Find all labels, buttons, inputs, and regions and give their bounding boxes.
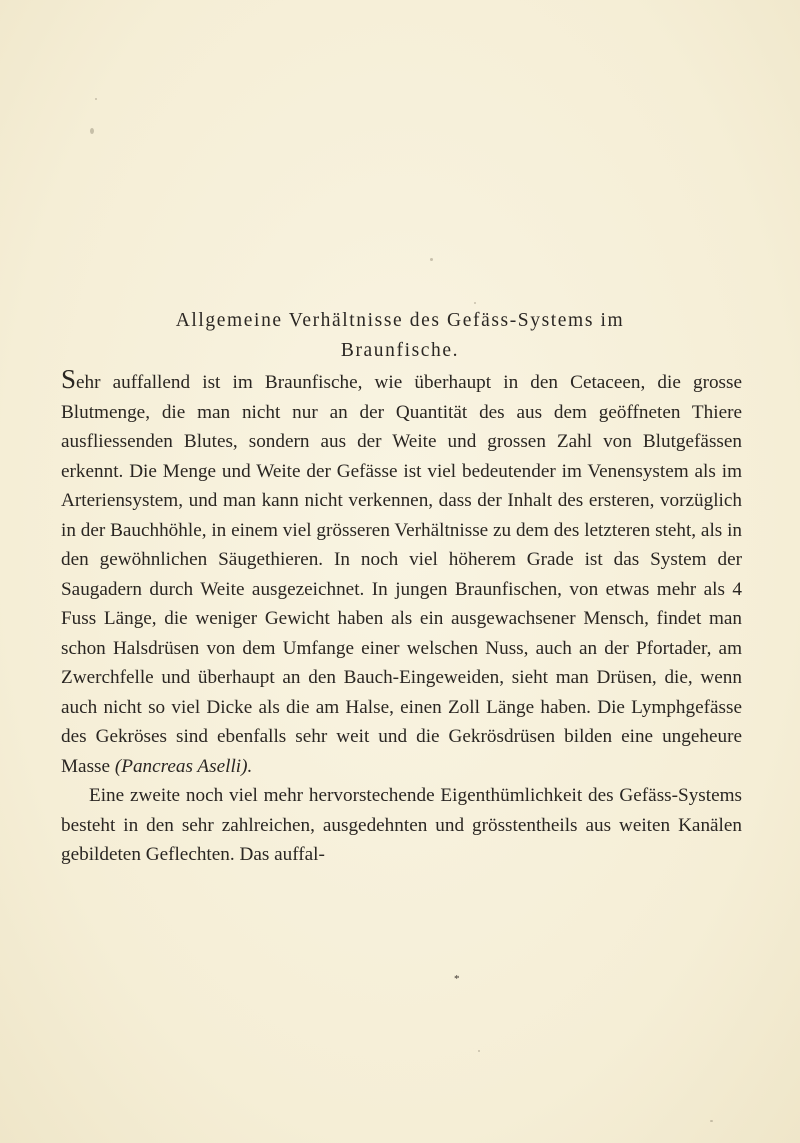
signature-mark: * (454, 973, 460, 985)
heading-line-2: Braunfische. (340, 340, 460, 361)
body-text (61, 366, 742, 870)
paragraph-1-text: ehr auffallend ist im Braunfische, wie überhaupt in den Cetaceen, die grosse Blutmenge, die man nicht nur an der Quantität des aus dem geöffneten Thiere ausfliessenden Blutes, sondern aus der Weite und grossen Zahl von Blutgefässen erkennt. Die Menge und Weite der Gefässe ist viel bedeutender im Venensystem als im Arteriensystem, und man kann nicht verkennen, dass der Inhalt des ersteren, vorzüglich in der Bauchhöhle, in einem viel grösseren Verhältnisse zu dem des letzteren steht, als in den gewöhnlichen Säugethieren. In noch viel höherem Grade ist das System der Saugadern durch Weite ausgezeichnet. In jungen Braunfischen, von etwas mehr als 4 Fuss Länge, die weniger Gewicht haben als ein ausgewachsener Mensch, findet man schon Halsdrüsen von dem Umfange einer welschen Nuss, auch an der Pfortader, am Zwerchfelle und überhaupt an den Bauch-Eingeweiden, sieht man Drüsen, die, wenn auch nicht so viel Dicke als die am Halse, einen Zoll Länge haben. Die Lymphgefässe des Gekröses sind ebenfalls sehr weit und die Gekrösdrüsen bilden eine ungeheure Masse (61, 372, 742, 777)
paper-speck (478, 1050, 480, 1052)
heading-line-1: Allgemeine Verhältnisse des Gefäss-Systems im (175, 310, 625, 331)
page-heading (60, 306, 740, 366)
paragraph-2-text: Eine zweite noch viel mehr hervorstechende Eigenthümlichkeit des Gefäss-Systems besteht in den sehr zahlreichen, ausgedehnten und grösstentheils aus weiten Kanälen gebildeten Geflechten. Das auffal- (61, 785, 742, 865)
initial-letter: S (61, 364, 77, 394)
paper-speck (474, 302, 476, 304)
paragraph-2 (61, 781, 742, 870)
latin-term: (Pancreas Aselli). (114, 755, 253, 777)
paper-speck (95, 98, 97, 100)
paper-speck (430, 258, 433, 261)
paper-speck (90, 128, 94, 134)
paper-speck (710, 1120, 713, 1122)
paragraph-1 (61, 366, 742, 781)
